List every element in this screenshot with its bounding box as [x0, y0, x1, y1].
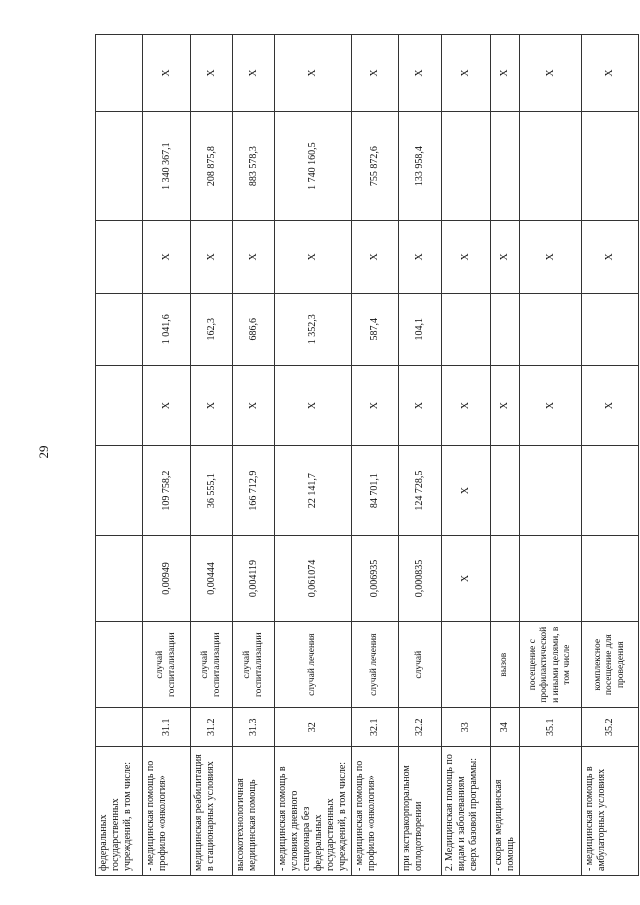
cell-col8: X — [275, 221, 352, 293]
cell-name: медицинская реабилитация в стационарных условиях — [191, 747, 233, 876]
cell-row-number: 32.1 — [352, 708, 399, 747]
cell-cost: 166 712,9 — [233, 446, 275, 536]
cell-name: 2. Медицинская помощь по видам и заболеваниям сверх базовой программы: — [442, 747, 491, 876]
cell-col6: X — [399, 365, 442, 445]
table-container — [95, 34, 626, 876]
cell-cost: 22 141,7 — [275, 446, 352, 536]
page-number: 29 — [36, 445, 51, 459]
cell-col8: X — [442, 221, 491, 293]
cell-cost: X — [442, 446, 491, 536]
cell-row-number: 32.2 — [399, 708, 442, 747]
cell-cost: 109 758,2 — [143, 446, 191, 536]
cell-col7 — [520, 293, 582, 365]
table-row — [582, 35, 639, 876]
cell-col6: X — [275, 365, 352, 445]
cell-col6: X — [352, 365, 399, 445]
cell-unit: случай — [399, 622, 442, 708]
cell-col6: X — [582, 365, 639, 445]
cell-cost — [96, 446, 143, 536]
table-row — [352, 35, 399, 876]
table-row — [399, 35, 442, 876]
cell-col9: 755 872,6 — [352, 112, 399, 221]
table-row — [233, 35, 275, 876]
cell-col9: 133 958,4 — [399, 112, 442, 221]
cell-norm: 0,00949 — [143, 535, 191, 621]
cell-col9: 883 578,3 — [233, 112, 275, 221]
cell-row-number: 31.2 — [191, 708, 233, 747]
cell-col10: X — [275, 35, 352, 112]
cell-col10: X — [442, 35, 491, 112]
cell-row-number: 31.1 — [143, 708, 191, 747]
cell-row-number: 31.3 — [233, 708, 275, 747]
cell-name — [520, 747, 582, 876]
cell-unit: случай госпитализации — [191, 622, 233, 708]
cell-cost: 36 555,1 — [191, 446, 233, 536]
cell-col7: 686,6 — [233, 293, 275, 365]
cell-col8: X — [582, 221, 639, 293]
cell-norm — [520, 535, 582, 621]
cell-row-number: 35.2 — [582, 708, 639, 747]
cell-unit: комплексное посещение для проведения — [582, 622, 639, 708]
cell-norm: 0,000835 — [399, 535, 442, 621]
cell-norm: 0,061074 — [275, 535, 352, 621]
cell-col9 — [520, 112, 582, 221]
cell-norm — [582, 535, 639, 621]
cell-col8: X — [491, 221, 520, 293]
cell-col9: 1 340 367,1 — [143, 112, 191, 221]
cell-col8 — [96, 221, 143, 293]
table-row — [96, 35, 143, 876]
table-row — [491, 35, 520, 876]
cell-col7: 587,4 — [352, 293, 399, 365]
cell-norm — [96, 535, 143, 621]
cell-norm — [491, 535, 520, 621]
cell-col6 — [96, 365, 143, 445]
cell-name: при экстракорпоральном оплодотворении — [399, 747, 442, 876]
cell-cost — [520, 446, 582, 536]
cell-col8: X — [352, 221, 399, 293]
cell-col7: 162,3 — [191, 293, 233, 365]
cell-unit: вызов — [491, 622, 520, 708]
cell-col8: X — [191, 221, 233, 293]
cell-unit — [442, 622, 491, 708]
cell-col9 — [582, 112, 639, 221]
cell-col6: X — [442, 365, 491, 445]
cell-row-number: 34 — [491, 708, 520, 747]
cell-col6: X — [191, 365, 233, 445]
cell-col8: X — [233, 221, 275, 293]
cell-col10: X — [233, 35, 275, 112]
cell-col7 — [442, 293, 491, 365]
cell-col10: X — [491, 35, 520, 112]
cell-unit — [96, 622, 143, 708]
cell-row-number: 33 — [442, 708, 491, 747]
cell-unit: случай лечения — [352, 622, 399, 708]
cell-col6: X — [233, 365, 275, 445]
cell-col6: X — [143, 365, 191, 445]
cell-name: - медицинская помощь в амбулаторных условиях — [582, 747, 639, 876]
cell-unit: случай лечения — [275, 622, 352, 708]
cell-name: - медицинская помощь по профилю «онкология» — [352, 747, 399, 876]
table-row — [442, 35, 491, 876]
cell-row-number — [96, 708, 143, 747]
cell-col9 — [491, 112, 520, 221]
cell-col7: 1 041,6 — [143, 293, 191, 365]
cell-col8: X — [399, 221, 442, 293]
cell-col7 — [96, 293, 143, 365]
data-table — [95, 34, 639, 876]
cell-col10 — [96, 35, 143, 112]
cell-col7 — [582, 293, 639, 365]
cell-cost — [491, 446, 520, 536]
table-row — [143, 35, 191, 876]
cell-cost — [582, 446, 639, 536]
cell-col8: X — [143, 221, 191, 293]
cell-row-number: 35.1 — [520, 708, 582, 747]
cell-col10: X — [352, 35, 399, 112]
cell-name: федеральных государственных учреждений, в том числе: — [96, 747, 143, 876]
cell-name: высокотехнологичная медицинская помощь — [233, 747, 275, 876]
cell-norm: X — [442, 535, 491, 621]
cell-norm: 0,006935 — [352, 535, 399, 621]
cell-col10: X — [143, 35, 191, 112]
cell-cost: 84 701,1 — [352, 446, 399, 536]
cell-norm: 0,004119 — [233, 535, 275, 621]
cell-col8: X — [520, 221, 582, 293]
cell-col10: X — [399, 35, 442, 112]
cell-name: - скорая медицинская помощь — [491, 747, 520, 876]
table-row — [191, 35, 233, 876]
cell-col10: X — [582, 35, 639, 112]
cell-col10: X — [191, 35, 233, 112]
cell-col10: X — [520, 35, 582, 112]
cell-col7: 104,1 — [399, 293, 442, 365]
cell-col9 — [442, 112, 491, 221]
cell-norm: 0,00444 — [191, 535, 233, 621]
cell-col7 — [491, 293, 520, 365]
table-row — [520, 35, 582, 876]
cell-unit: случай госпитализации — [233, 622, 275, 708]
cell-unit: посещение с профилактической и иными целями, в том числе — [520, 622, 582, 708]
cell-col6: X — [491, 365, 520, 445]
cell-name: - медицинская помощь по профилю «онкология» — [143, 747, 191, 876]
cell-col9 — [96, 112, 143, 221]
cell-col7: 1 352,3 — [275, 293, 352, 365]
cell-col9: 208 875,8 — [191, 112, 233, 221]
cell-unit: случай госпитализации — [143, 622, 191, 708]
cell-col9: 1 740 160,5 — [275, 112, 352, 221]
table-row — [275, 35, 352, 876]
table-body — [96, 35, 639, 876]
cell-cost: 124 728,5 — [399, 446, 442, 536]
cell-col6: X — [520, 365, 582, 445]
cell-row-number: 32 — [275, 708, 352, 747]
cell-name: - медицинская помощь в условиях дневного стационара без федеральных государственных учреждений, в том числе: — [275, 747, 352, 876]
